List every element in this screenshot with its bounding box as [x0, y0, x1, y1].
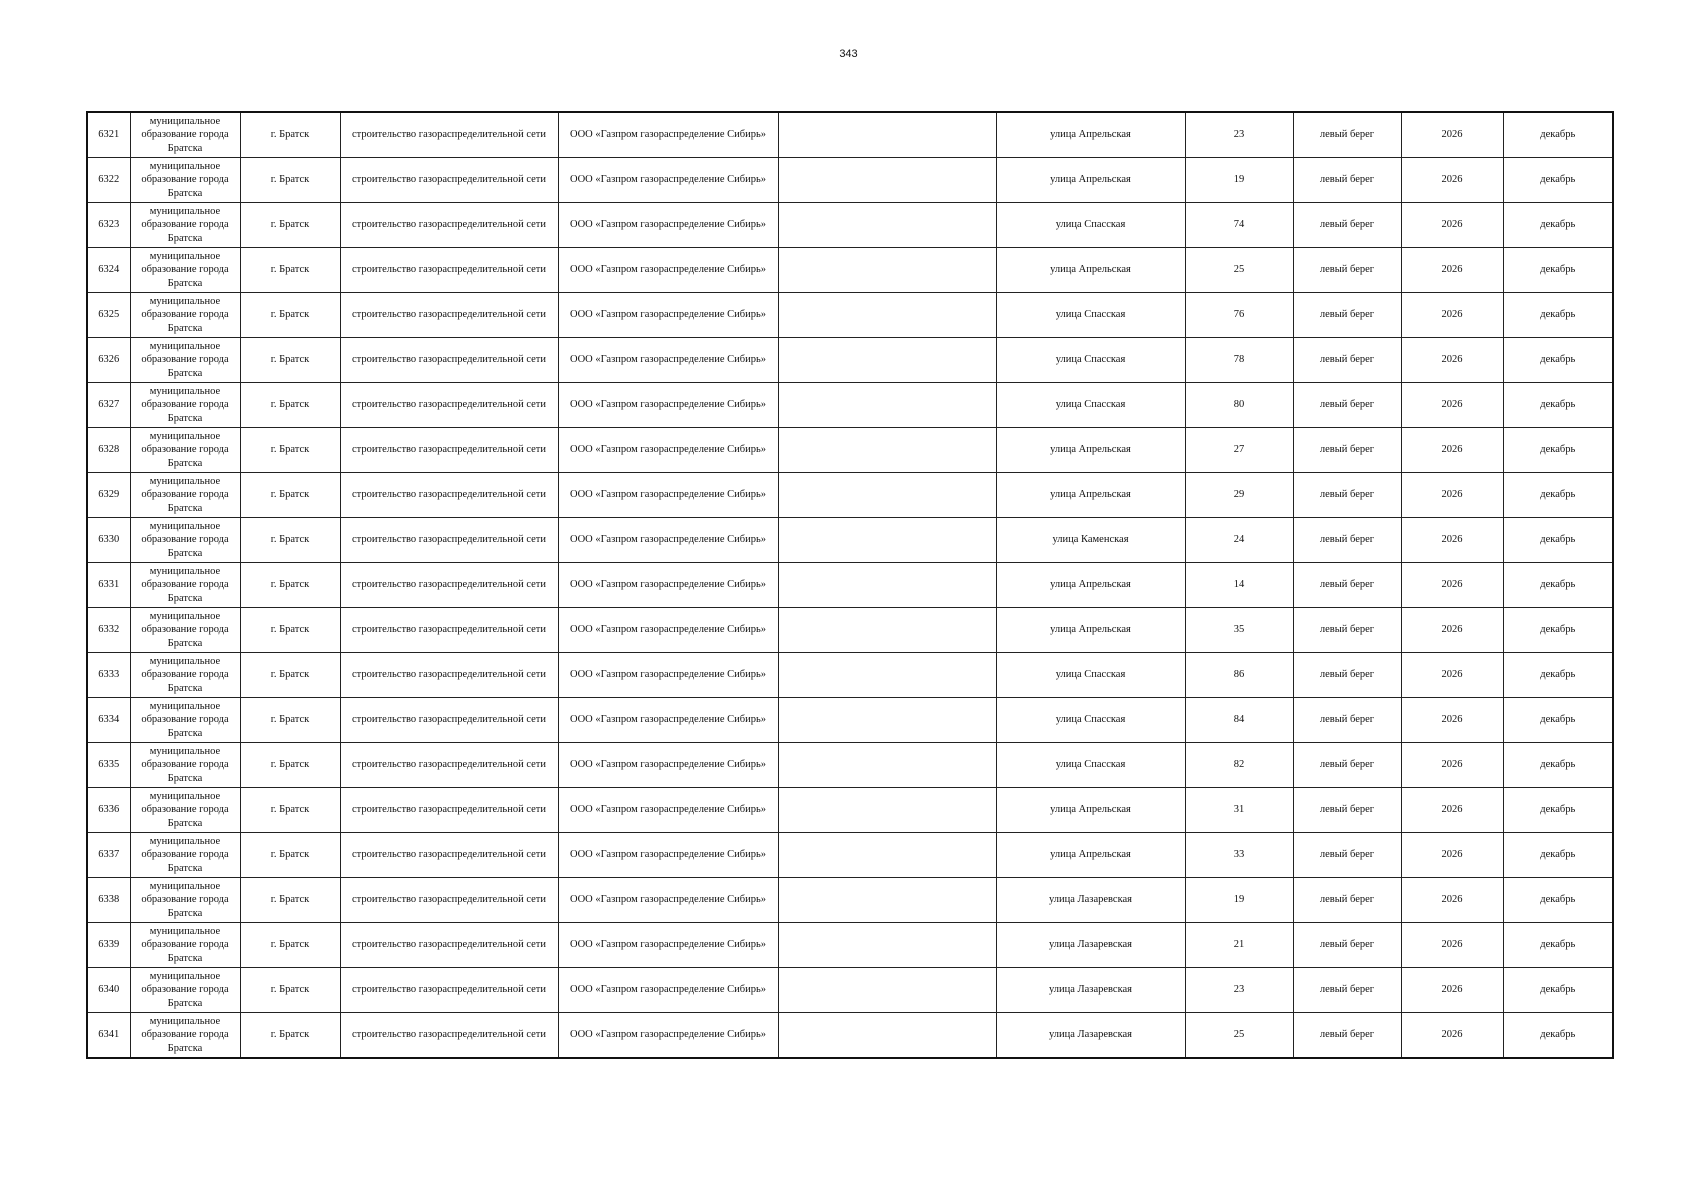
note-cell	[778, 833, 996, 878]
month-cell: декабрь	[1503, 788, 1613, 833]
street-cell: улица Спасская	[996, 293, 1185, 338]
work-type-cell: строительство газораспределительной сети	[340, 878, 558, 923]
municipality-cell: муниципальное образование города Братска	[130, 563, 240, 608]
settlement-cell: г. Братск	[240, 788, 340, 833]
river-bank-cell: левый берег	[1293, 112, 1401, 158]
municipality-cell: муниципальное образование города Братска	[130, 248, 240, 293]
street-cell: улица Апрельская	[996, 428, 1185, 473]
street-cell: улица Каменская	[996, 518, 1185, 563]
work-type-cell: строительство газораспределительной сети	[340, 428, 558, 473]
work-type-cell: строительство газораспределительной сети	[340, 473, 558, 518]
row-number: 6339	[87, 923, 130, 968]
river-bank-cell: левый берег	[1293, 158, 1401, 203]
year-cell: 2026	[1401, 383, 1503, 428]
organization-cell: ООО «Газпром газораспределение Сибирь»	[558, 698, 778, 743]
work-type-cell: строительство газораспределительной сети	[340, 968, 558, 1013]
work-type-cell: строительство газораспределительной сети	[340, 653, 558, 698]
street-cell: улица Лазаревская	[996, 1013, 1185, 1059]
note-cell	[778, 788, 996, 833]
municipality-cell: муниципальное образование города Братска	[130, 608, 240, 653]
note-cell	[778, 248, 996, 293]
note-cell	[778, 1013, 996, 1059]
work-type-cell: строительство газораспределительной сети	[340, 923, 558, 968]
year-cell: 2026	[1401, 563, 1503, 608]
house-number-cell: 82	[1185, 743, 1293, 788]
table-row	[87, 473, 1613, 518]
table-row	[87, 383, 1613, 428]
year-cell: 2026	[1401, 743, 1503, 788]
row-number: 6322	[87, 158, 130, 203]
note-cell	[778, 563, 996, 608]
note-cell	[778, 743, 996, 788]
house-number-cell: 14	[1185, 563, 1293, 608]
settlement-cell: г. Братск	[240, 383, 340, 428]
organization-cell: ООО «Газпром газораспределение Сибирь»	[558, 158, 778, 203]
work-type-cell: строительство газораспределительной сети	[340, 293, 558, 338]
month-cell: декабрь	[1503, 248, 1613, 293]
settlement-cell: г. Братск	[240, 112, 340, 158]
settlement-cell: г. Братск	[240, 968, 340, 1013]
street-cell: улица Спасская	[996, 698, 1185, 743]
settlement-cell: г. Братск	[240, 698, 340, 743]
table-row	[87, 428, 1613, 473]
street-cell: улица Спасская	[996, 743, 1185, 788]
work-type-cell: строительство газораспределительной сети	[340, 743, 558, 788]
year-cell: 2026	[1401, 158, 1503, 203]
house-number-cell: 86	[1185, 653, 1293, 698]
street-cell: улица Апрельская	[996, 158, 1185, 203]
note-cell	[778, 518, 996, 563]
row-number: 6333	[87, 653, 130, 698]
table-row	[87, 563, 1613, 608]
settlement-cell: г. Братск	[240, 473, 340, 518]
organization-cell: ООО «Газпром газораспределение Сибирь»	[558, 833, 778, 878]
municipality-cell: муниципальное образование города Братска	[130, 743, 240, 788]
row-number: 6334	[87, 698, 130, 743]
row-number: 6340	[87, 968, 130, 1013]
river-bank-cell: левый берег	[1293, 788, 1401, 833]
house-number-cell: 27	[1185, 428, 1293, 473]
work-type-cell: строительство газораспределительной сети	[340, 112, 558, 158]
municipality-cell: муниципальное образование города Братска	[130, 203, 240, 248]
organization-cell: ООО «Газпром газораспределение Сибирь»	[558, 923, 778, 968]
row-number: 6323	[87, 203, 130, 248]
table-row	[87, 968, 1613, 1013]
month-cell: декабрь	[1503, 428, 1613, 473]
river-bank-cell: левый берег	[1293, 203, 1401, 248]
row-number: 6335	[87, 743, 130, 788]
table-row	[87, 338, 1613, 383]
organization-cell: ООО «Газпром газораспределение Сибирь»	[558, 248, 778, 293]
row-number: 6326	[87, 338, 130, 383]
work-type-cell: строительство газораспределительной сети	[340, 158, 558, 203]
month-cell: декабрь	[1503, 112, 1613, 158]
municipality-cell: муниципальное образование города Братска	[130, 833, 240, 878]
year-cell: 2026	[1401, 698, 1503, 743]
settlement-cell: г. Братск	[240, 158, 340, 203]
year-cell: 2026	[1401, 112, 1503, 158]
street-cell: улица Лазаревская	[996, 878, 1185, 923]
street-cell: улица Апрельская	[996, 248, 1185, 293]
year-cell: 2026	[1401, 788, 1503, 833]
work-type-cell: строительство газораспределительной сети	[340, 788, 558, 833]
municipality-cell: муниципальное образование города Братска	[130, 653, 240, 698]
river-bank-cell: левый берег	[1293, 923, 1401, 968]
river-bank-cell: левый берег	[1293, 473, 1401, 518]
table-row	[87, 1013, 1613, 1059]
house-number-cell: 84	[1185, 698, 1293, 743]
settlement-cell: г. Братск	[240, 743, 340, 788]
settlement-cell: г. Братск	[240, 203, 340, 248]
municipality-cell: муниципальное образование города Братска	[130, 698, 240, 743]
note-cell	[778, 428, 996, 473]
month-cell: декабрь	[1503, 293, 1613, 338]
house-number-cell: 74	[1185, 203, 1293, 248]
river-bank-cell: левый берег	[1293, 743, 1401, 788]
year-cell: 2026	[1401, 923, 1503, 968]
street-cell: улица Апрельская	[996, 608, 1185, 653]
river-bank-cell: левый берег	[1293, 608, 1401, 653]
organization-cell: ООО «Газпром газораспределение Сибирь»	[558, 473, 778, 518]
month-cell: декабрь	[1503, 563, 1613, 608]
municipality-cell: муниципальное образование города Братска	[130, 518, 240, 563]
note-cell	[778, 878, 996, 923]
municipality-cell: муниципальное образование города Братска	[130, 968, 240, 1013]
house-number-cell: 23	[1185, 112, 1293, 158]
street-cell: улица Спасская	[996, 383, 1185, 428]
river-bank-cell: левый берег	[1293, 698, 1401, 743]
table-row	[87, 878, 1613, 923]
organization-cell: ООО «Газпром газораспределение Сибирь»	[558, 608, 778, 653]
table-row	[87, 293, 1613, 338]
municipality-cell: муниципальное образование города Братска	[130, 878, 240, 923]
note-cell	[778, 158, 996, 203]
organization-cell: ООО «Газпром газораспределение Сибирь»	[558, 563, 778, 608]
house-number-cell: 19	[1185, 158, 1293, 203]
river-bank-cell: левый берег	[1293, 428, 1401, 473]
house-number-cell: 31	[1185, 788, 1293, 833]
year-cell: 2026	[1401, 833, 1503, 878]
month-cell: декабрь	[1503, 158, 1613, 203]
year-cell: 2026	[1401, 203, 1503, 248]
month-cell: декабрь	[1503, 1013, 1613, 1059]
month-cell: декабрь	[1503, 518, 1613, 563]
row-number: 6321	[87, 112, 130, 158]
table-row	[87, 518, 1613, 563]
river-bank-cell: левый берег	[1293, 968, 1401, 1013]
organization-cell: ООО «Газпром газораспределение Сибирь»	[558, 653, 778, 698]
street-cell: улица Лазаревская	[996, 923, 1185, 968]
house-number-cell: 23	[1185, 968, 1293, 1013]
house-number-cell: 19	[1185, 878, 1293, 923]
river-bank-cell: левый берег	[1293, 563, 1401, 608]
year-cell: 2026	[1401, 293, 1503, 338]
table-row	[87, 788, 1613, 833]
street-cell: улица Апрельская	[996, 563, 1185, 608]
table-row	[87, 158, 1613, 203]
work-type-cell: строительство газораспределительной сети	[340, 1013, 558, 1059]
year-cell: 2026	[1401, 968, 1503, 1013]
municipality-cell: муниципальное образование города Братска	[130, 473, 240, 518]
work-type-cell: строительство газораспределительной сети	[340, 833, 558, 878]
work-type-cell: строительство газораспределительной сети	[340, 383, 558, 428]
work-type-cell: строительство газораспределительной сети	[340, 563, 558, 608]
organization-cell: ООО «Газпром газораспределение Сибирь»	[558, 112, 778, 158]
month-cell: декабрь	[1503, 608, 1613, 653]
year-cell: 2026	[1401, 608, 1503, 653]
house-number-cell: 35	[1185, 608, 1293, 653]
row-number: 6330	[87, 518, 130, 563]
organization-cell: ООО «Газпром газораспределение Сибирь»	[558, 968, 778, 1013]
municipality-cell: муниципальное образование города Братска	[130, 158, 240, 203]
work-type-cell: строительство газораспределительной сети	[340, 518, 558, 563]
year-cell: 2026	[1401, 428, 1503, 473]
row-number: 6328	[87, 428, 130, 473]
work-type-cell: строительство газораспределительной сети	[340, 338, 558, 383]
organization-cell: ООО «Газпром газораспределение Сибирь»	[558, 518, 778, 563]
house-number-cell: 80	[1185, 383, 1293, 428]
settlement-cell: г. Братск	[240, 248, 340, 293]
work-type-cell: строительство газораспределительной сети	[340, 608, 558, 653]
month-cell: декабрь	[1503, 473, 1613, 518]
settlement-cell: г. Братск	[240, 923, 340, 968]
note-cell	[778, 473, 996, 518]
page-number: 343	[839, 48, 858, 60]
settlement-cell: г. Братск	[240, 428, 340, 473]
municipality-cell: муниципальное образование города Братска	[130, 788, 240, 833]
settlement-cell: г. Братск	[240, 338, 340, 383]
table-row	[87, 743, 1613, 788]
street-cell: улица Апрельская	[996, 788, 1185, 833]
month-cell: декабрь	[1503, 968, 1613, 1013]
note-cell	[778, 112, 996, 158]
row-number: 6337	[87, 833, 130, 878]
organization-cell: ООО «Газпром газораспределение Сибирь»	[558, 293, 778, 338]
municipality-cell: муниципальное образование города Братска	[130, 112, 240, 158]
house-number-cell: 33	[1185, 833, 1293, 878]
table-row	[87, 653, 1613, 698]
river-bank-cell: левый берег	[1293, 518, 1401, 563]
row-number: 6338	[87, 878, 130, 923]
organization-cell: ООО «Газпром газораспределение Сибирь»	[558, 428, 778, 473]
month-cell: декабрь	[1503, 653, 1613, 698]
settlement-cell: г. Братск	[240, 1013, 340, 1059]
year-cell: 2026	[1401, 338, 1503, 383]
gasification-registry-table	[86, 111, 1614, 1059]
year-cell: 2026	[1401, 518, 1503, 563]
note-cell	[778, 968, 996, 1013]
row-number: 6324	[87, 248, 130, 293]
year-cell: 2026	[1401, 878, 1503, 923]
month-cell: декабрь	[1503, 698, 1613, 743]
river-bank-cell: левый берег	[1293, 878, 1401, 923]
table-row	[87, 608, 1613, 653]
row-number: 6325	[87, 293, 130, 338]
note-cell	[778, 293, 996, 338]
municipality-cell: муниципальное образование города Братска	[130, 338, 240, 383]
river-bank-cell: левый берег	[1293, 383, 1401, 428]
month-cell: декабрь	[1503, 878, 1613, 923]
note-cell	[778, 608, 996, 653]
table-row	[87, 923, 1613, 968]
organization-cell: ООО «Газпром газораспределение Сибирь»	[558, 743, 778, 788]
row-number: 6341	[87, 1013, 130, 1059]
work-type-cell: строительство газораспределительной сети	[340, 203, 558, 248]
note-cell	[778, 338, 996, 383]
house-number-cell: 29	[1185, 473, 1293, 518]
row-number: 6331	[87, 563, 130, 608]
street-cell: улица Апрельская	[996, 833, 1185, 878]
month-cell: декабрь	[1503, 383, 1613, 428]
row-number: 6332	[87, 608, 130, 653]
municipality-cell: муниципальное образование города Братска	[130, 428, 240, 473]
table-row	[87, 112, 1613, 158]
organization-cell: ООО «Газпром газораспределение Сибирь»	[558, 788, 778, 833]
municipality-cell: муниципальное образование города Братска	[130, 293, 240, 338]
river-bank-cell: левый берег	[1293, 248, 1401, 293]
note-cell	[778, 923, 996, 968]
house-number-cell: 24	[1185, 518, 1293, 563]
year-cell: 2026	[1401, 1013, 1503, 1059]
month-cell: декабрь	[1503, 203, 1613, 248]
house-number-cell: 25	[1185, 1013, 1293, 1059]
river-bank-cell: левый берег	[1293, 338, 1401, 383]
note-cell	[778, 653, 996, 698]
month-cell: декабрь	[1503, 923, 1613, 968]
house-number-cell: 76	[1185, 293, 1293, 338]
street-cell: улица Апрельская	[996, 112, 1185, 158]
street-cell: улица Спасская	[996, 653, 1185, 698]
table-row	[87, 833, 1613, 878]
note-cell	[778, 383, 996, 428]
settlement-cell: г. Братск	[240, 518, 340, 563]
settlement-cell: г. Братск	[240, 653, 340, 698]
year-cell: 2026	[1401, 473, 1503, 518]
settlement-cell: г. Братск	[240, 878, 340, 923]
settlement-cell: г. Братск	[240, 293, 340, 338]
house-number-cell: 21	[1185, 923, 1293, 968]
river-bank-cell: левый берег	[1293, 293, 1401, 338]
note-cell	[778, 698, 996, 743]
river-bank-cell: левый берег	[1293, 833, 1401, 878]
row-number: 6329	[87, 473, 130, 518]
municipality-cell: муниципальное образование города Братска	[130, 383, 240, 428]
house-number-cell: 25	[1185, 248, 1293, 293]
house-number-cell: 78	[1185, 338, 1293, 383]
organization-cell: ООО «Газпром газораспределение Сибирь»	[558, 338, 778, 383]
organization-cell: ООО «Газпром газораспределение Сибирь»	[558, 203, 778, 248]
municipality-cell: муниципальное образование города Братска	[130, 1013, 240, 1059]
row-number: 6327	[87, 383, 130, 428]
year-cell: 2026	[1401, 248, 1503, 293]
work-type-cell: строительство газораспределительной сети	[340, 698, 558, 743]
settlement-cell: г. Братск	[240, 563, 340, 608]
river-bank-cell: левый берег	[1293, 653, 1401, 698]
municipality-cell: муниципальное образование города Братска	[130, 923, 240, 968]
table-row	[87, 248, 1613, 293]
organization-cell: ООО «Газпром газораспределение Сибирь»	[558, 383, 778, 428]
month-cell: декабрь	[1503, 833, 1613, 878]
work-type-cell: строительство газораспределительной сети	[340, 248, 558, 293]
note-cell	[778, 203, 996, 248]
street-cell: улица Апрельская	[996, 473, 1185, 518]
table-row	[87, 203, 1613, 248]
settlement-cell: г. Братск	[240, 833, 340, 878]
registry-body	[87, 112, 1613, 1058]
street-cell: улица Спасская	[996, 338, 1185, 383]
street-cell: улица Спасская	[996, 203, 1185, 248]
year-cell: 2026	[1401, 653, 1503, 698]
organization-cell: ООО «Газпром газораспределение Сибирь»	[558, 878, 778, 923]
settlement-cell: г. Братск	[240, 608, 340, 653]
month-cell: декабрь	[1503, 743, 1613, 788]
month-cell: декабрь	[1503, 338, 1613, 383]
row-number: 6336	[87, 788, 130, 833]
river-bank-cell: левый берег	[1293, 1013, 1401, 1059]
organization-cell: ООО «Газпром газораспределение Сибирь»	[558, 1013, 778, 1059]
table-row	[87, 698, 1613, 743]
street-cell: улица Лазаревская	[996, 968, 1185, 1013]
